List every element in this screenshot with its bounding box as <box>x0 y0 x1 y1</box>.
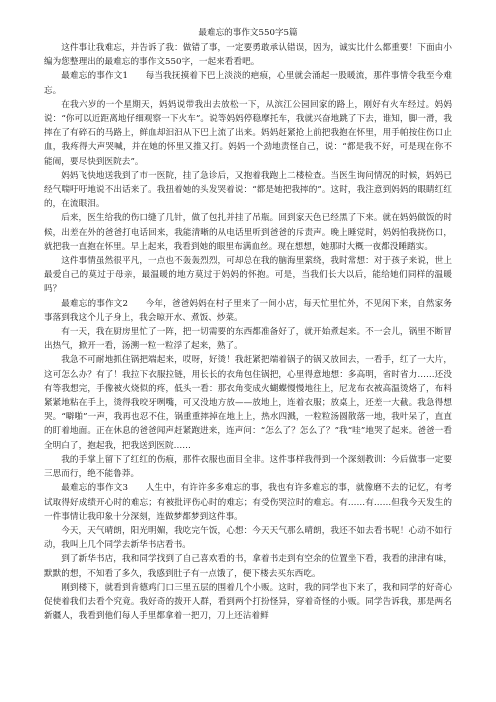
paragraph: 这件事情虽然很平凡，一点也不轰轰烈烈，可却总在我的脑海里萦绕，我时常想：对于孩子来说，世上最爱自己的莫过于母亲，最温暖的地方莫过于妈妈的怀抱。可是，当我们长大以后，能给她们同样的温暖吗？ <box>44 256 452 295</box>
paragraph: 刚到楼下，就看到肯德鸡门口三里五层的围着几个小贩。这时，我的同学也下来了，我和同学的好奇心促使着我们去看个究竟。我好奇的拨开人群，看到两个打扮怪异，穿着奇怪的小贩。同学告诉我，那是两名新疆人，我看到他们每人手里都拿着一把刀，刀上还沾着鲜 <box>44 582 452 622</box>
paragraph: 这件事让我难忘，并告诉了我：做错了事，一定要勇敢承认错误，因为，诚实比什么都重要！下面由小编为您整理出的最难忘的事作文550字，一起来看看吧。 <box>44 43 452 68</box>
paragraph: 最难忘的事作文1 每当我抚摸着下巴上淡淡的疤痕，心里就会涌起一股暖流，那件事情令我至今难忘。 <box>44 71 452 96</box>
document-body <box>44 41 452 623</box>
paragraph: 最难忘的事作文2 今年，爸爸妈妈在村子里来了一间小店，每天忙里忙外，不见闲下来，自然家务事落到我这个儿子身上，我会晾开水、煮饭、炒菜。 <box>44 298 452 323</box>
paragraph: 到了新华书店，我和同学找到了自己喜欢看的书，拿着书走到有空余的位置坐下看，我看的津津有味，默默的想，不知看了多久，我感到肚子有一点饿了，便下楼去买东西吃。 <box>44 554 452 579</box>
paragraph: 后来，医生给我的伤口缝了几针，做了包扎并挂了吊瓶。回到家天色已经黑了下来。就在妈妈做饭的时候，出差在外的爸爸打电话回来，我能清晰的从电话里听到爸爸的斥责声。晚上睡觉时，妈妈怕我挠伤口，就把我一直抱在怀里。早上起来，我看到她的眼里布满血丝。现在想想，她那时大概一夜都没睡踏实。 <box>44 213 452 252</box>
paragraph: 我急不可耐地抓住锅把端起来，哎呀，好烫！我赶紧把端着锅子的锅又放回去，一看手，红了一大片，这可怎么办？有了！我拉下衣服拉链，用长长的衣角包住锅把，心里得意地想：多高明，省时省力……还没有等我想完，手像被火烧似的疼，低头一看：那衣角变成火蝴蝶慢慢地往上，尼龙布衣被高温烫烙了，布料紧紧地粘在手上，烫得我咬牙咧嘴，可又没地方放——放地上，连着衣服；放桌上，还差一大截。我急得想哭。“噼啪”一声，我再也忍不住，锅重重摔掉在地上上，热水四溅，一粒粒汤圆散落一地，我叶呆了，直直的盯着地面。正在休息的爸爸闻声赶紧跑进来，连声问：“怎么了？怎么了？”我“哇”地哭了起来。爸爸一看全明白了，抱起我，把我送到医院…… <box>44 355 452 451</box>
paragraph: 我的手掌上留下了红红的伤痕，那件衣服也面目全非。这件事样我得到一个深刻教训：今后做事一定要三思而行，绝不能鲁莽。 <box>44 454 452 480</box>
paragraph: 有一天，我在厨房里忙了一阵，把一切需要的东西都准备好了，就开始煮起来。不一会儿，锅里不断冒出热气，掀开一看，汤溯一粒一粒浮了起来，熟了。 <box>44 327 452 352</box>
paragraph: 最难忘的事作文3 人生中，有许许多多难忘的事，我也有许多难忘的事，就像磨不去的记忆，有考试取得好成绩开心时的难忘；有被批评伤心时的难忘；有受伤哭泣时的难忘。有……有……但我今天发生的一件事情让我印象十分深刻，连做梦都梦到这件事。 <box>44 483 452 522</box>
paragraph: 妈妈飞快地送我到了市一医院，挂了急诊后，又抱着我跑上二楼检查。当医生询问情况的时候，妈妈已经气喘吁吁地说不出话来了。我扭着她的头发哭着说：“都是她把我摔的”。这时，我注意到妈妈的眼睛红红的，在流眼泪。 <box>44 170 452 210</box>
paragraph: 今天，天气晴朗，阳光明媚，我吃完午饭，心想：今天天气那么晴朗，我还不如去看书呢！心动不如行动，我叫上几个同学去新华书店看书。 <box>44 525 452 551</box>
document-title: 最难忘的事作文550字5篇 <box>198 28 298 38</box>
paragraph: 在我六岁的一个星期天，妈妈说带我出去放松一下，从滨江公园回家的路上，刚好有火车经过。妈妈说：“你可以近距离地仔细观察一下火车”。说等妈妈停稳摩托车，我就兴奋地跳了下去，谁知，脚一滑，我摔在了有碎石的马路上，鲜血却汩汩从下巴上流了出来。妈妈赶紧抢上前把我抱在怀里，用手帕按住伤口止血，我疼得大声哭喊，并在她的怀里又推又打。妈妈一个劲地责怪自己，说：“都是我不好，可是现在你不能闹，要尽快到医院去”。 <box>44 99 452 167</box>
